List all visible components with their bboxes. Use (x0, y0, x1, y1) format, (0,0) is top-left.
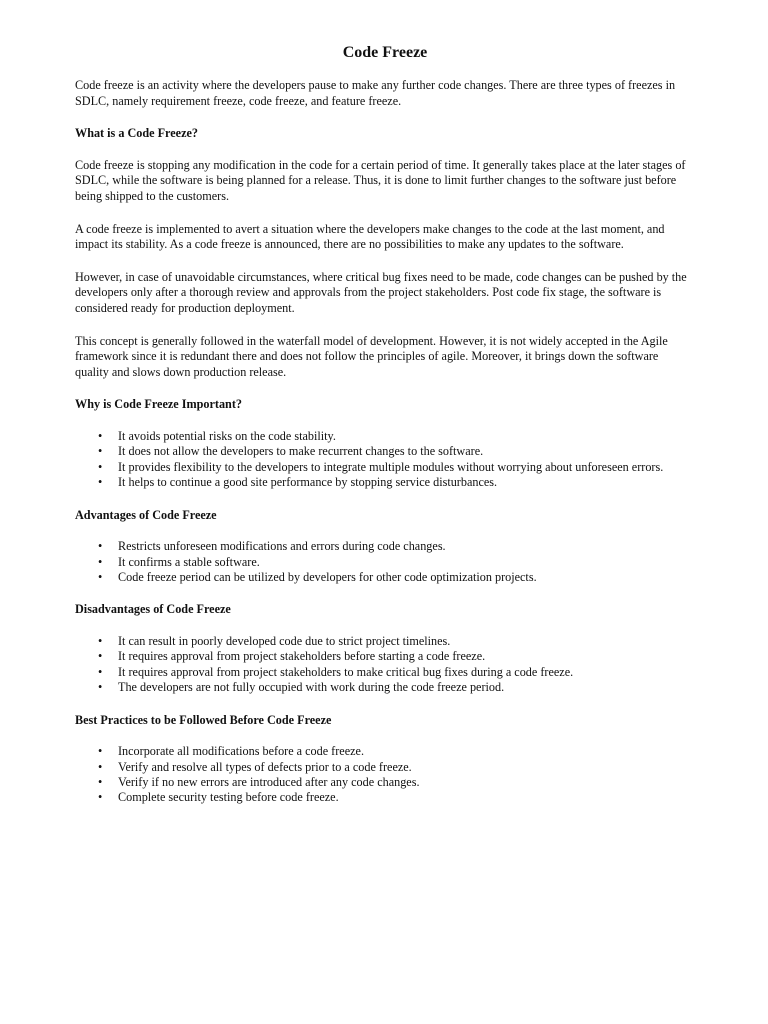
list-item-text: The developers are not fully occupied with work during the code freeze period. (118, 680, 505, 695)
list-item (75, 460, 695, 475)
list-item-text: It provides flexibility to the developers to integrate multiple modules without worrying about unforeseen errors. (118, 459, 664, 474)
bullet-icon: • (98, 444, 103, 459)
list-item (75, 475, 695, 490)
section-heading-what: What is a Code Freeze? (75, 126, 198, 141)
bullet-icon: • (98, 569, 103, 584)
document-title: Code Freeze (342, 44, 428, 61)
bullet-icon: • (98, 539, 103, 554)
list-item-text: Verify if no new errors are introduced after any code changes. (118, 774, 420, 789)
bullet-icon: • (98, 664, 103, 679)
what-paragraph-2: A code freeze is implemented to avert a situation where the developers make changes to the code at the last moment, and impact its stability. As a code freeze is announced, there are no possibilities to make any updates to the software. (75, 221, 665, 252)
section-heading-disadvantages: Disadvantages of Code Freeze (75, 602, 231, 617)
section-heading-why: Why is Code Freeze Important? (75, 397, 242, 412)
bullet-icon: • (98, 680, 103, 695)
list-item-text: It requires approval from project stakeholders before starting a code freeze. (118, 649, 486, 664)
bullet-icon: • (98, 649, 103, 664)
list-item-text: It avoids potential risks on the code stability. (118, 428, 336, 443)
bullet-icon: • (98, 475, 103, 490)
list-item (75, 649, 695, 664)
list-item-text: Restricts unforeseen modifications and errors during code changes. (118, 539, 446, 554)
bullet-icon: • (98, 428, 103, 443)
bullet-icon: • (98, 774, 103, 789)
list-item-text: It does not allow the developers to make recurrent changes to the software. (118, 444, 484, 459)
list-item (75, 680, 695, 695)
list-item-text: Code freeze period can be utilized by developers for other code optimization projects. (118, 569, 537, 584)
best-practices-list (75, 744, 695, 806)
bullet-icon: • (98, 554, 103, 569)
list-item (75, 760, 695, 775)
list-item (75, 555, 695, 570)
bullet-icon: • (98, 633, 103, 648)
why-list (75, 429, 695, 491)
bullet-icon: • (98, 744, 103, 759)
bullet-icon: • (98, 759, 103, 774)
list-item-text: Incorporate all modifications before a code freeze. (118, 744, 364, 759)
list-item (75, 539, 695, 554)
what-paragraph-3: However, in case of unavoidable circumstances, where critical bug fixes need to be made, code changes can be pushed by the developers only after a thorough review and approvals from the project stakeholders. Post code fix stage, the software is considered ready for production deployment. (75, 269, 687, 315)
list-item-text: It helps to continue a good site performance by stopping service disturbances. (118, 475, 498, 490)
list-item-text: Verify and resolve all types of defects prior to a code freeze. (118, 759, 412, 774)
disadvantages-list (75, 634, 695, 696)
advantages-list (75, 539, 695, 585)
list-item (75, 444, 695, 459)
bullet-icon: • (98, 790, 103, 805)
section-heading-best-practices: Best Practices to be Followed Before Code Freeze (75, 712, 332, 727)
list-item-text: It confirms a stable software. (118, 554, 260, 569)
list-item (75, 634, 695, 649)
list-item (75, 429, 695, 444)
list-item-text: Complete security testing before code freeze. (118, 790, 339, 805)
list-item (75, 775, 695, 790)
list-item-text: It can result in poorly developed code due to strict project timelines. (118, 633, 451, 648)
list-item (75, 570, 695, 585)
what-paragraph-1: Code freeze is stopping any modification in the code for a certain period of time. It generally takes place at the later stages of SDLC, while the software is being planned for a release. Thus, it is done to limit further changes to the software just before being shipped to the customers. (75, 157, 686, 203)
list-item (75, 744, 695, 759)
bullet-icon: • (98, 459, 103, 474)
list-item (75, 665, 695, 680)
list-item (75, 790, 695, 805)
list-item-text: It requires approval from project stakeholders to make critical bug fixes during a code freeze. (118, 664, 574, 679)
section-heading-advantages: Advantages of Code Freeze (75, 507, 217, 522)
document-page (75, 42, 695, 823)
intro-paragraph: Code freeze is an activity where the developers pause to make any further code changes. There are three types of freezes in SDLC, namely requirement freeze, code freeze, and feature freeze. (75, 78, 676, 108)
what-paragraph-4: This concept is generally followed in the waterfall model of development. However, it is not widely accepted in the Agile framework since it is redundant there and does not follow the principles of agile. Moreover, it brings down the software quality and slows down production release. (75, 333, 668, 379)
